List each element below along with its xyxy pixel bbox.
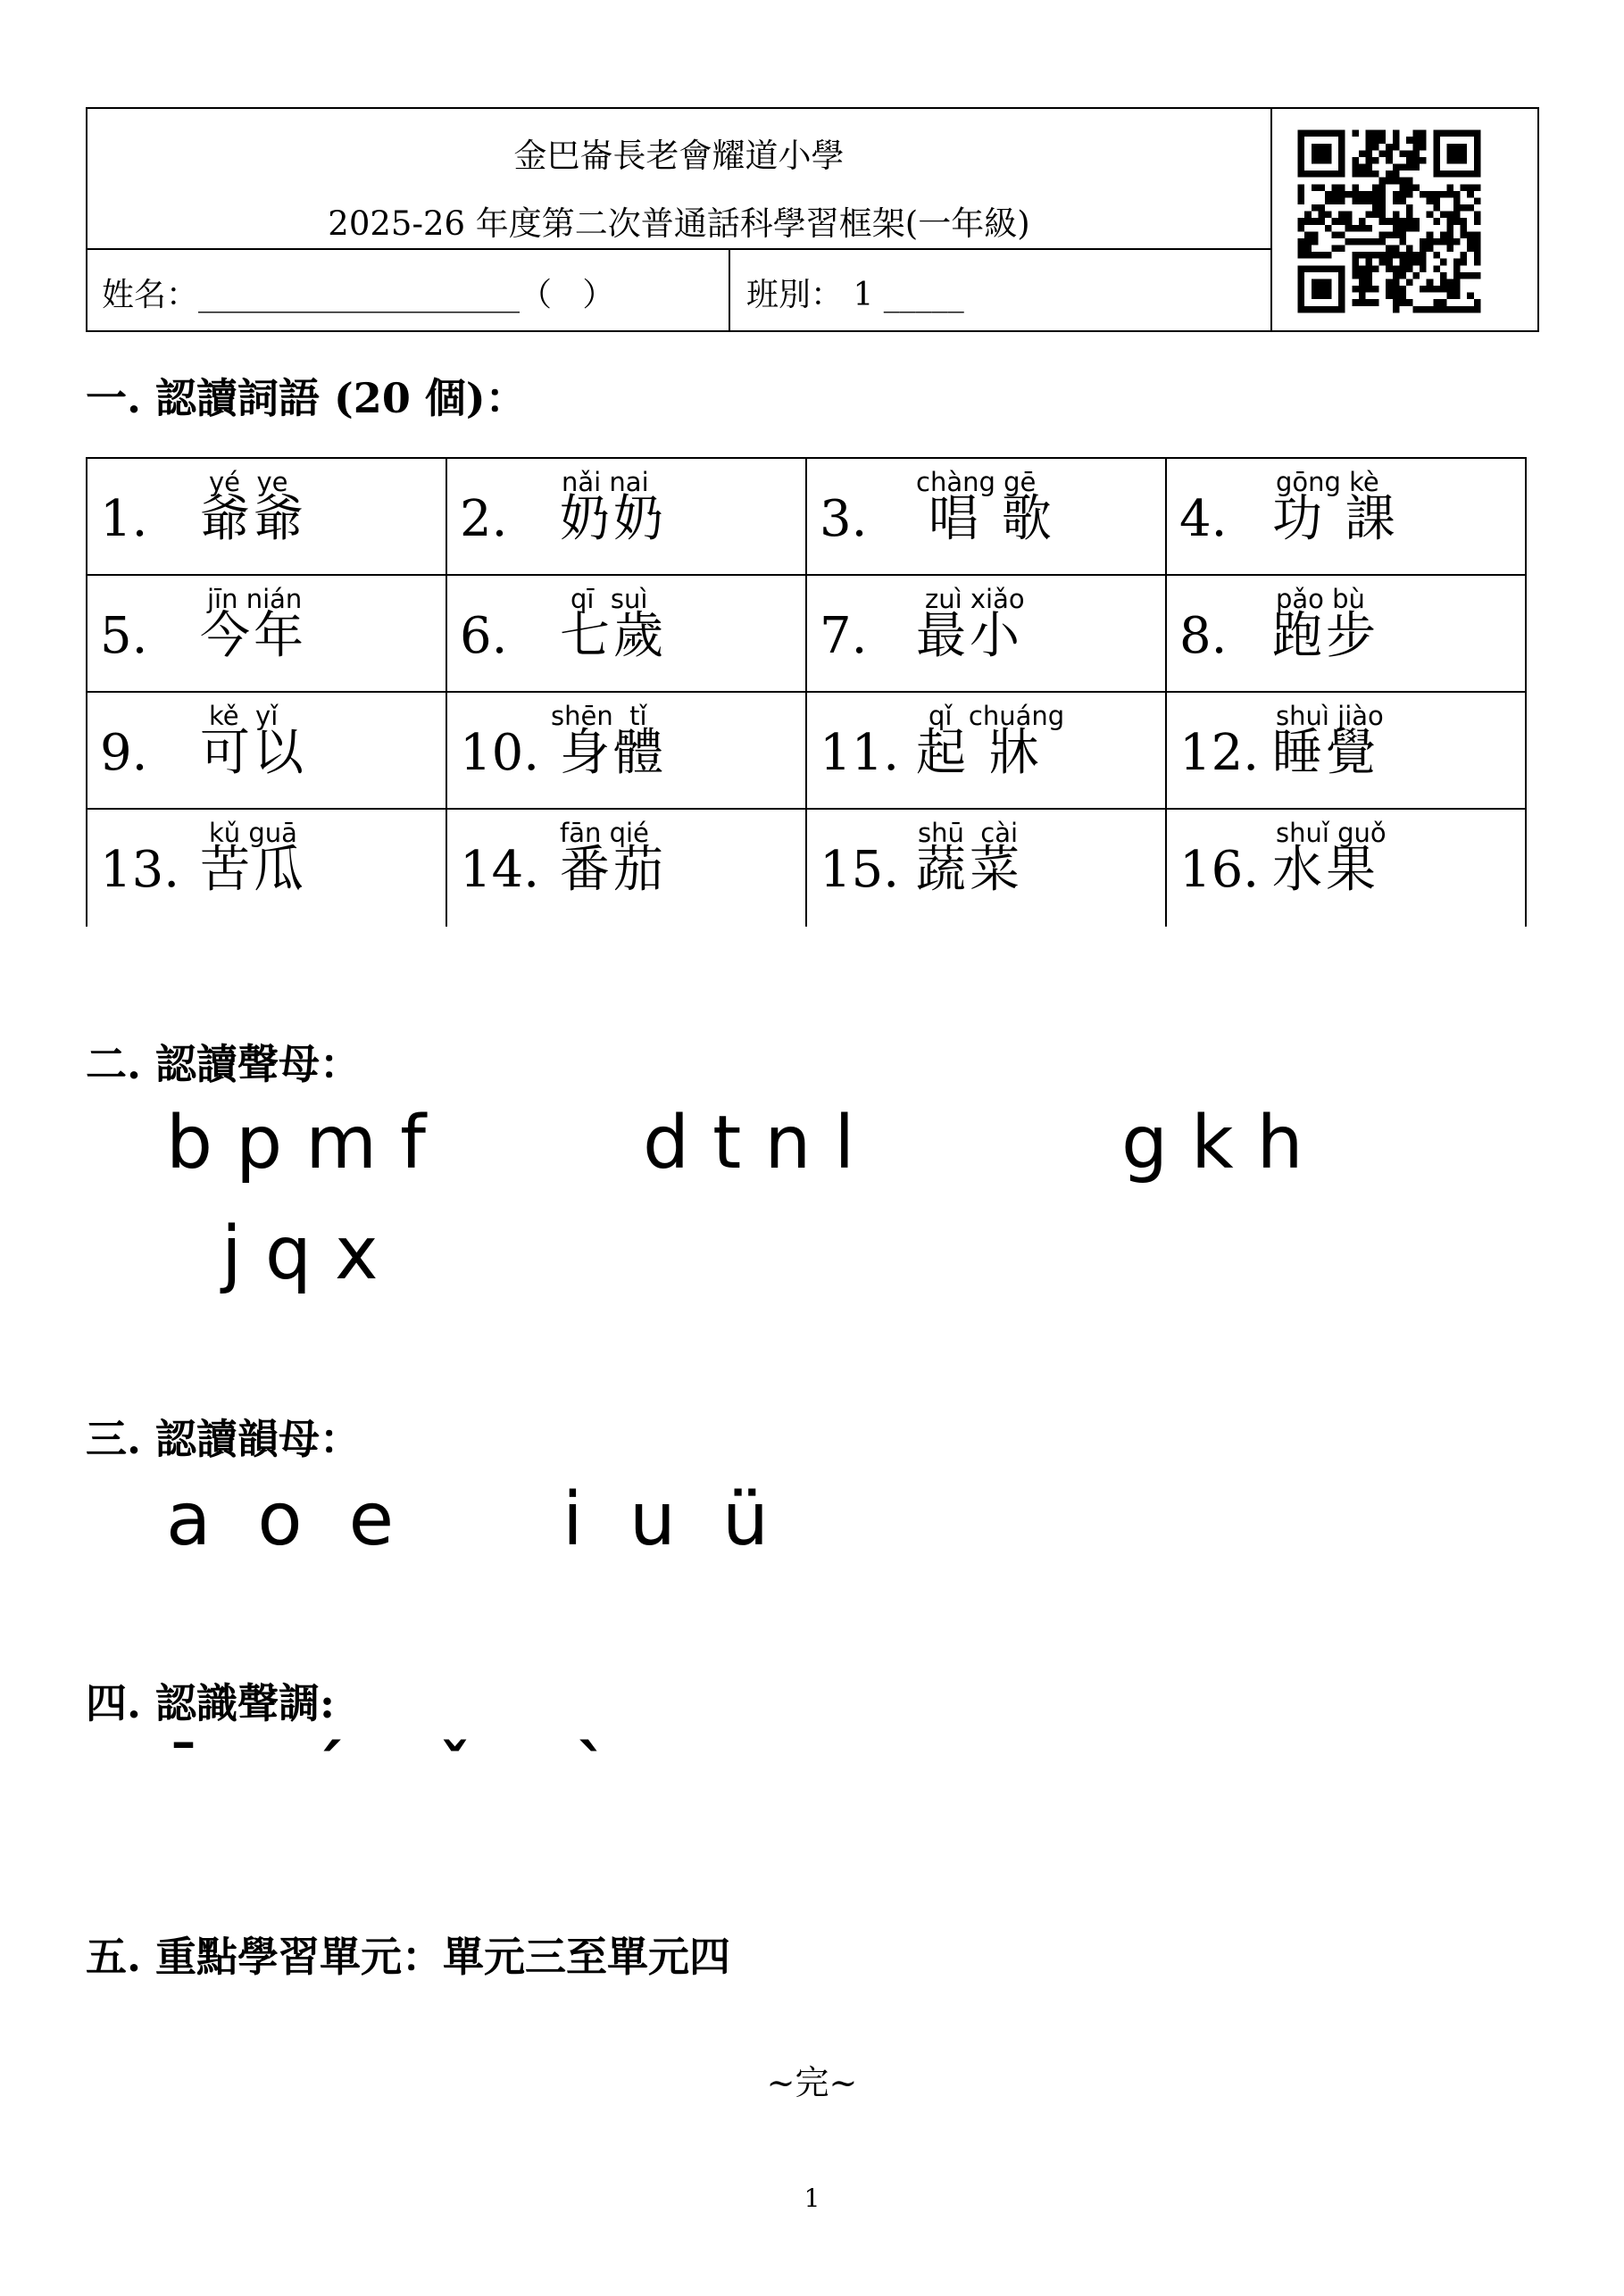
- vocab-cell: [86, 808, 446, 925]
- school-name: 金巴崙長老會耀道小學: [513, 137, 845, 175]
- vocab-number: 12.: [1179, 724, 1260, 782]
- finals-group-1: a o e: [166, 1477, 395, 1562]
- vocab-number: 7.: [820, 607, 868, 665]
- vocab-number: 8.: [1179, 607, 1228, 665]
- header-box: [86, 107, 1539, 332]
- section2-heading: 二. 認讀聲母：: [86, 1040, 362, 1088]
- vocab-pinyin: shuì jiào: [1276, 701, 1384, 731]
- vocab-cell: [805, 691, 1165, 808]
- vocab-pinyin: shuǐ guǒ: [1276, 818, 1387, 848]
- vocab-word: 七歲: [560, 607, 667, 665]
- vocab-word: 身體: [560, 724, 667, 782]
- vocab-pinyin: chàng gē: [916, 467, 1037, 497]
- vocab-pinyin: zuì xiǎo: [925, 584, 1025, 614]
- vocab-pinyin: qǐ chuáng: [929, 701, 1065, 731]
- vocab-pinyin: shēn tǐ: [551, 701, 647, 731]
- end-mark: ~完~: [766, 2063, 858, 2102]
- vocab-pinyin: jīn nián: [207, 584, 303, 614]
- vocab-number: 6.: [460, 607, 508, 665]
- vocab-number: 10.: [460, 724, 540, 782]
- worksheet-title: 2025-26 年度第二次普通話科學習框架(一年級): [328, 204, 1030, 243]
- finals-group-2: i u ü: [562, 1477, 769, 1562]
- vocab-pinyin: shū cài: [918, 818, 1019, 848]
- section5-heading: 五. 重點學習單元：單元三至單元四: [86, 1933, 731, 1981]
- vocab-cell: [86, 691, 446, 808]
- vocab-cell: [1165, 457, 1525, 574]
- vocab-word: 跑步: [1272, 607, 1379, 665]
- vocab-cell: [1165, 574, 1525, 691]
- vocab-cell: [805, 808, 1165, 925]
- vocab-cell: [446, 691, 805, 808]
- name-cell: [87, 248, 730, 332]
- tone-4-mark: ˋ: [577, 1732, 608, 1805]
- vocab-word: 今年: [200, 607, 307, 665]
- vocab-cell: [86, 457, 446, 574]
- vocab-number: 2.: [460, 490, 508, 548]
- student-info-row: [87, 248, 1270, 332]
- vocab-number: 16.: [1179, 841, 1260, 899]
- class-field: 班別： 1 _____: [746, 277, 964, 313]
- tone-1-mark: ˉ: [168, 1732, 199, 1805]
- vocab-number: 5.: [100, 607, 148, 665]
- vocab-number: 13.: [100, 841, 180, 899]
- vocab-cell: [86, 574, 446, 691]
- vocab-cell: [446, 457, 805, 574]
- qr-code-icon: [1291, 123, 1487, 320]
- vocab-cell: [805, 457, 1165, 574]
- section4-heading: 四. 認識聲調:: [86, 1679, 336, 1727]
- vocab-word: 功 課: [1272, 490, 1399, 548]
- vocab-word: 爺爺: [200, 490, 307, 548]
- section1-heading: 一. 認讀詞語 (20 個)：: [86, 374, 527, 422]
- tone-3-mark: ˇ: [439, 1732, 471, 1805]
- vocab-word: 蔬菜: [916, 841, 1023, 899]
- vocab-word: 起 牀: [916, 724, 1043, 782]
- vocab-word: 苦瓜: [200, 841, 307, 899]
- initials-group-3: g k h: [1121, 1101, 1303, 1185]
- vocab-number: 9.: [100, 724, 148, 782]
- vocab-pinyin: kǔ guā: [209, 818, 297, 848]
- vocab-cell: [446, 808, 805, 925]
- name-field: 姓名：____________________（ ）: [102, 277, 615, 313]
- vocab-cell: [805, 574, 1165, 691]
- vocab-pinyin: gōng kè: [1276, 467, 1379, 497]
- vocab-cell: [1165, 691, 1525, 808]
- vocab-pinyin: pǎo bù: [1276, 584, 1365, 614]
- vocab-number: 11.: [820, 724, 900, 782]
- page-number: 1: [804, 2184, 820, 2213]
- vocab-number: 14.: [460, 841, 540, 899]
- initials-group-1: b p m f: [166, 1101, 427, 1185]
- vocab-number: 1.: [100, 490, 148, 548]
- vocab-word: 水果: [1272, 841, 1379, 899]
- header-title-area: [87, 109, 1270, 250]
- vocab-pinyin: qī suì: [570, 584, 648, 614]
- tone-2-mark: ˊ: [312, 1732, 344, 1805]
- vocab-word: 最小: [916, 607, 1023, 665]
- vocab-table: [86, 457, 1527, 927]
- initials-group-2: d t n l: [643, 1101, 855, 1185]
- initials-group-4: j q x: [221, 1211, 379, 1296]
- vocab-pinyin: yé ye: [209, 467, 288, 497]
- vocab-pinyin: kě yǐ: [209, 701, 279, 731]
- vocab-word: 唱 歌: [929, 490, 1055, 548]
- vocab-number: 3.: [820, 490, 868, 548]
- vocab-cell: [1165, 808, 1525, 925]
- vocab-word: 奶奶: [560, 490, 667, 548]
- vocab-number: 15.: [820, 841, 900, 899]
- vocab-word: 睡覺: [1272, 724, 1379, 782]
- vocab-pinyin: fān qié: [560, 818, 649, 848]
- vocab-word: 可以: [200, 724, 307, 782]
- vocab-pinyin: nǎi nai: [562, 467, 649, 497]
- vocab-cell: [446, 574, 805, 691]
- section3-heading: 三. 認讀韻母：: [86, 1415, 362, 1463]
- vocab-word: 番茄: [560, 841, 667, 899]
- header-info: [87, 109, 1272, 330]
- vocab-number: 4.: [1179, 490, 1228, 548]
